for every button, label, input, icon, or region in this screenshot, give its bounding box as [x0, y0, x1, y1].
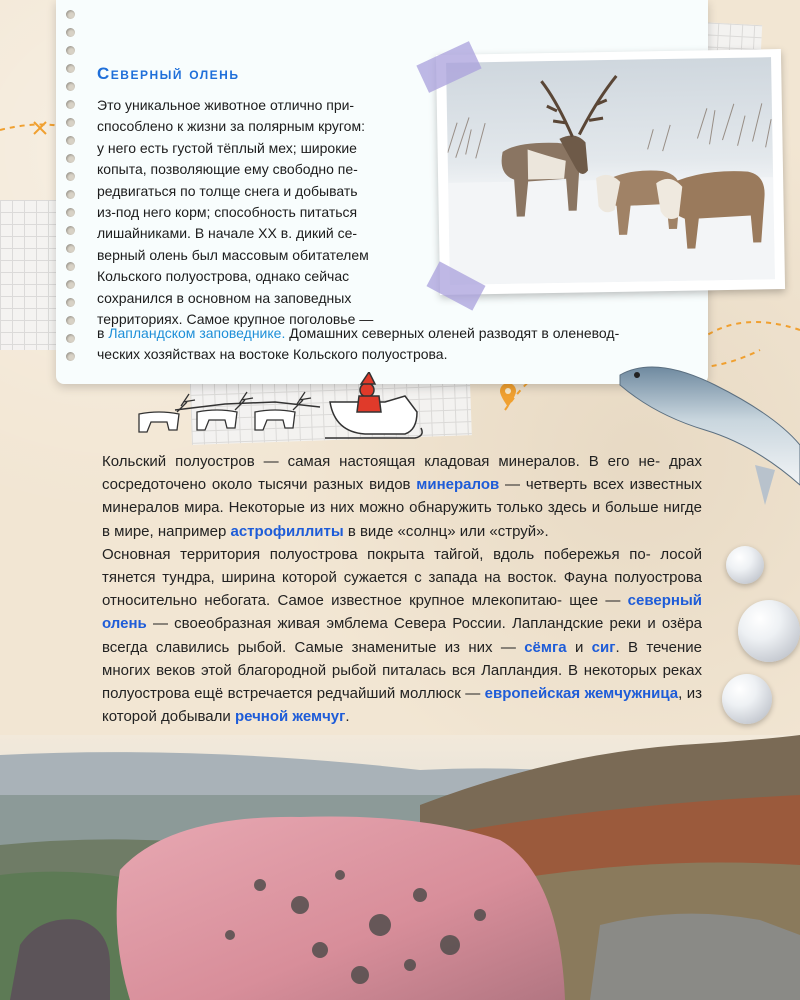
text-fragment: и — [574, 638, 584, 656]
card-text-line: Это уникальное животное отлично при- — [97, 97, 355, 113]
card-text-line: редвигаться по толще снега и добывать — [97, 182, 358, 199]
text-fragment: в — [97, 325, 105, 341]
card-text-line: копыта, позволяющие ему свободно пе- — [97, 161, 358, 178]
reindeer-photo-frame — [436, 49, 785, 295]
pearl-icon — [738, 600, 800, 662]
text-fragment: драх сосредоточено около тысячи разных видов — [102, 453, 702, 494]
highlight-whitefish: сиг — [591, 638, 616, 656]
pearl-icon — [722, 674, 772, 724]
notebook-rings — [66, 0, 76, 384]
reindeer-icon — [446, 57, 775, 285]
card-text-line: верный олень был массовым обитателем — [97, 246, 369, 263]
card-text-line: лишайниками. В начале XX в. дикий се- — [97, 225, 358, 242]
card-text-line: способлено к жизни за полярным кругом: — [97, 118, 365, 135]
card-text-line: территориях. Самое крупное поголовье — — [97, 311, 374, 328]
pearl-icon — [726, 546, 764, 584]
text-fragment: них — — [468, 638, 516, 656]
text-fragment: . — [345, 708, 350, 726]
main-text — [102, 450, 702, 728]
santa-sleigh-icon — [135, 372, 425, 450]
card-text-line: у него есть густой тёплый мех; широкие — [97, 139, 357, 156]
highlight-river-pearl: речной жемчуг — [234, 708, 346, 726]
card-text-wide — [97, 323, 697, 366]
card-text-line-13: ческих хозяйствах на востоке Кольского полуострова. — [97, 346, 448, 363]
text-fragment: лосой тянется тундра, ширина которой сужается с запада на восток. Фауна — [102, 545, 702, 587]
lapland-reserve-link[interactable]: Лапландском заповеднике. — [108, 325, 286, 341]
card-text-line: из-под него корм; способность питаться — [97, 204, 358, 221]
card-text-line: Кольского полуострова, однако сейчас — [97, 268, 350, 285]
highlight-minerals: минералов — [416, 476, 500, 494]
text-fragment: . В течение многих веков этой благородной рыбой питалась — [102, 638, 703, 679]
paragraph-fauna — [102, 543, 702, 729]
text-fragment: Основная территория полуострова покрыта тайгой, вдоль побережья по- — [102, 545, 651, 563]
text-fragment: известных минералов мира. Некоторые из них можно обнаружить только здесь — [102, 476, 702, 517]
text-fragment: моллюск — — [399, 685, 481, 703]
tundra-landscape-photo — [0, 735, 800, 1000]
card-text-line-12 — [97, 323, 697, 344]
text-fragment: и больше нигде в мире, например — [102, 499, 702, 540]
text-fragment: Лапландские реки и озёра всегда славились рыбой. Самые знаменитые из — [102, 615, 703, 656]
text-fragment: Домашних северных оленей разводят в оленевод- — [289, 325, 620, 341]
text-fragment: вся Лапландия. В некоторых реках полуострова ещё встречается редчайший — [102, 661, 702, 703]
text-fragment: , из которой добывали — [102, 685, 703, 726]
highlight-reindeer: северный олень — [102, 592, 702, 633]
reindeer-photo — [446, 57, 775, 285]
card-text-line: сохранился в основном на заповедных — [97, 289, 352, 306]
location-pin-icon — [498, 382, 518, 408]
text-fragment: Кольский полуостров — самая настоящая кладовая минералов. В его не- — [102, 453, 661, 470]
text-fragment: в виде «солнц» или «струй». — [347, 522, 549, 540]
text-fragment: щее — — [569, 592, 621, 610]
landscape-illustration — [0, 735, 800, 1000]
card-title: Северный олень — [97, 64, 240, 83]
highlight-pearl-mussel: европейская жемчужница — [484, 685, 679, 703]
card-text — [97, 95, 397, 330]
text-fragment: — четверть всех — [505, 476, 624, 494]
highlight-astrophyllites: астрофиллиты — [230, 522, 344, 540]
text-fragment: полуострова относительно небогата. Самое известное крупное млекопитаю- — [102, 569, 703, 610]
paragraph-minerals — [102, 450, 702, 543]
text-fragment: — своеобразная живая эмблема Севера России. — [152, 615, 506, 633]
highlight-salmon: сёмга — [524, 638, 567, 656]
